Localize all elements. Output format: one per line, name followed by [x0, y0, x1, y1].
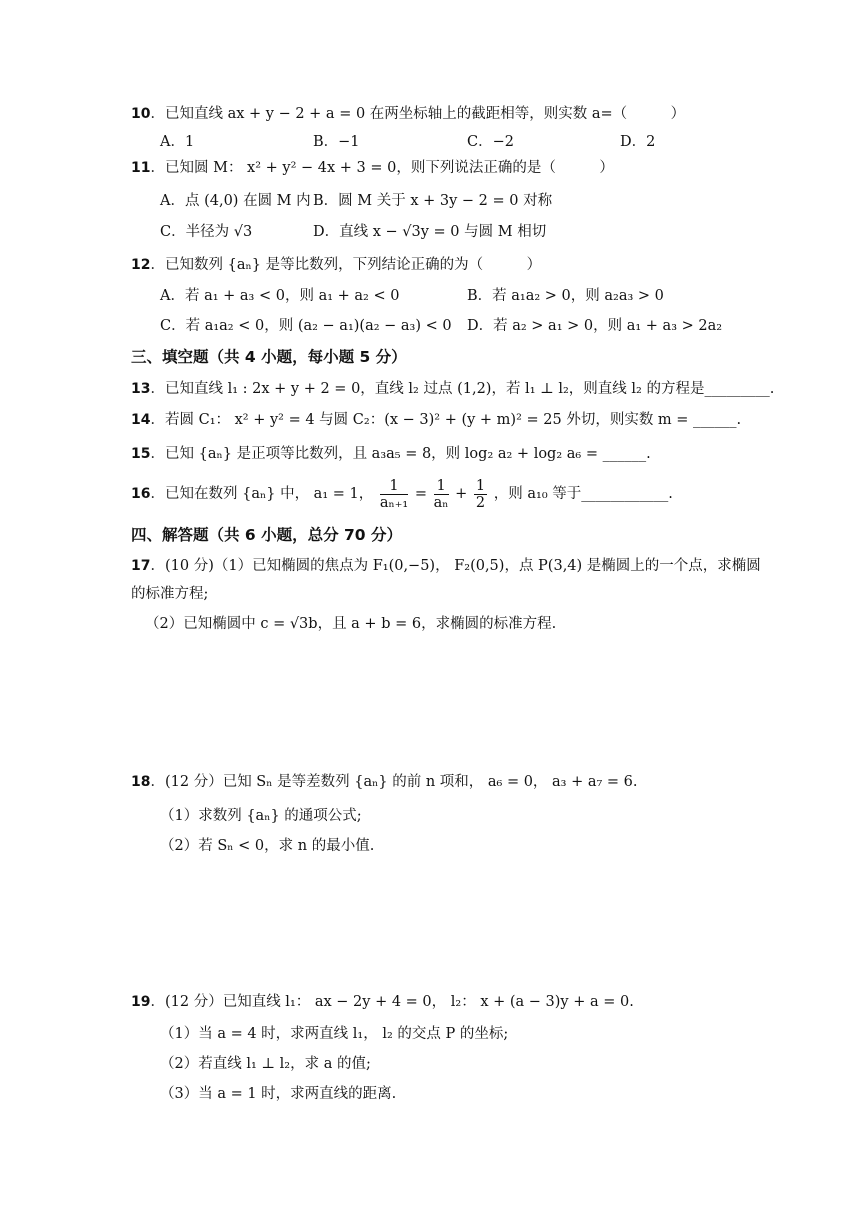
question-number: 13 [131, 381, 151, 397]
fraction-denominator: 2 [475, 494, 486, 511]
question-18-part-2: （2）若 Sₙ < 0，求 n 的最小值. [160, 838, 375, 854]
equals-sign: = [414, 486, 427, 502]
question-19-part-2: （2）若直线 l₁ ⊥ l₂，求 a 的值; [160, 1056, 371, 1072]
question-text: ．已知直线 ax + y − 2 + a = 0 在两坐标轴上的截距相等，则实数 a=（ ） [150, 106, 686, 122]
question-number: 14 [131, 412, 151, 428]
question-text: ．已知直线 l₁ : 2x + y + 2 = 0，直线 l₂ 过点 (1,2)，若 l₁ ⊥ l₂，则直线 l₂ 的方程是_________. [150, 381, 775, 397]
fraction-1-over-a-n [434, 478, 449, 511]
fraction-1-over-2 [474, 478, 487, 511]
section-heading-answers: 四、解答题（共 6 小题，总分 70 分） [131, 526, 402, 544]
question-number: 19 [131, 994, 151, 1010]
question-18 [131, 772, 638, 792]
question-text: ．已知数列 {aₙ} 是等比数列，下列结论正确的为（ ） [150, 257, 542, 273]
q12-option-d: D．若 a₂ > a₁ > 0，则 a₁ + a₃ > 2a₂ [467, 318, 723, 334]
question-17 [131, 556, 761, 576]
question-12 [131, 255, 541, 275]
section-heading-fill-in: 三、填空题（共 4 小题，每小题 5 分） [131, 348, 407, 366]
q12-option-c: C．若 a₁a₂ < 0，则 (a₂ − a₁)(a₂ − a₃) < 0 [160, 318, 452, 334]
question-text: ．若圆 C₁： x² + y² = 4 与圆 C₂：(x − 3)² + (y + m)² = 25 外切，则实数 m = ______. [150, 412, 742, 428]
question-10 [131, 104, 685, 124]
question-text: ．(12 分）已知 Sₙ 是等差数列 {aₙ} 的前 n 项和， a₆ = 0， a₃ + a₇ = 6. [150, 774, 638, 790]
question-19-part-1: （1）当 a = 4 时，求两直线 l₁， l₂ 的交点 P 的坐标; [160, 1026, 509, 1042]
q11-option-c: C．半径为 √3 [160, 224, 253, 240]
question-number: 16 [131, 486, 151, 502]
question-17-part-2: （2）已知椭圆中 c = √3b，且 a + b = 6，求椭圆的标准方程. [145, 616, 557, 632]
q11-option-b: B．圆 M 关于 x + 3y − 2 = 0 对称 [313, 193, 553, 209]
q10-option-a: A．1 [160, 134, 195, 150]
fraction-numerator: 1 [475, 477, 486, 494]
plus-sign: + [455, 486, 468, 502]
fraction-numerator: 1 [434, 478, 449, 495]
question-number: 18 [131, 774, 151, 790]
question-16 [131, 472, 673, 516]
q12-option-b: B．若 a₁a₂ > 0，则 a₂a₃ > 0 [467, 288, 664, 304]
question-19-part-3: （3）当 a = 1 时，求两直线的距离. [160, 1086, 397, 1102]
q10-option-c: C．−2 [467, 134, 514, 150]
question-13 [131, 379, 774, 399]
question-19 [131, 992, 634, 1012]
q11-option-d: D．直线 x − √3y = 0 与圆 M 相切 [313, 224, 547, 240]
question-text: ．(12 分）已知直线 l₁： ax − 2y + 4 = 0， l₂： x + (a − 3)y + a = 0. [150, 994, 634, 1010]
question-number: 15 [131, 446, 151, 462]
q12-option-a: A．若 a₁ + a₃ < 0，则 a₁ + a₂ < 0 [160, 288, 400, 304]
q11-option-a: A．点 (4,0) 在圆 M 内 [160, 193, 311, 209]
q10-option-d: D．2 [620, 134, 656, 150]
q10-option-b: B．−1 [313, 134, 360, 150]
fraction-denominator: aₙ [433, 494, 449, 511]
question-number: 10 [131, 106, 151, 122]
question-text: ．已知 {aₙ} 是正项等比数列，且 a₃a₅ = 8，则 log₂ a₂ + log₂ a₆ = ______. [150, 446, 651, 462]
question-17-line-2: 的标准方程; [131, 586, 209, 602]
question-text-tail: ，则 a₁₀ 等于____________. [493, 486, 673, 502]
question-text: ．已知圆 M： x² + y² − 4x + 3 = 0，则下列说法正确的是（ ） [150, 160, 614, 176]
question-number: 17 [131, 558, 151, 574]
question-number: 11 [131, 160, 151, 176]
fraction-numerator: 1 [380, 478, 408, 495]
fraction-denominator: aₙ₊₁ [379, 494, 409, 511]
question-14 [131, 410, 741, 430]
question-text: ．已知在数列 {aₙ} 中， a₁ = 1， [150, 486, 374, 502]
fraction-1-over-a-n-plus-1 [380, 478, 408, 511]
question-number: 12 [131, 257, 151, 273]
question-11 [131, 158, 614, 178]
question-18-part-1: （1）求数列 {aₙ} 的通项公式; [160, 808, 362, 824]
question-text: ．(10 分)（1）已知椭圆的焦点为 F₁(0,−5)， F₂(0,5)，点 P(3,4) 是椭圆上的一个点，求椭圆 [150, 558, 761, 574]
question-15 [131, 444, 651, 464]
